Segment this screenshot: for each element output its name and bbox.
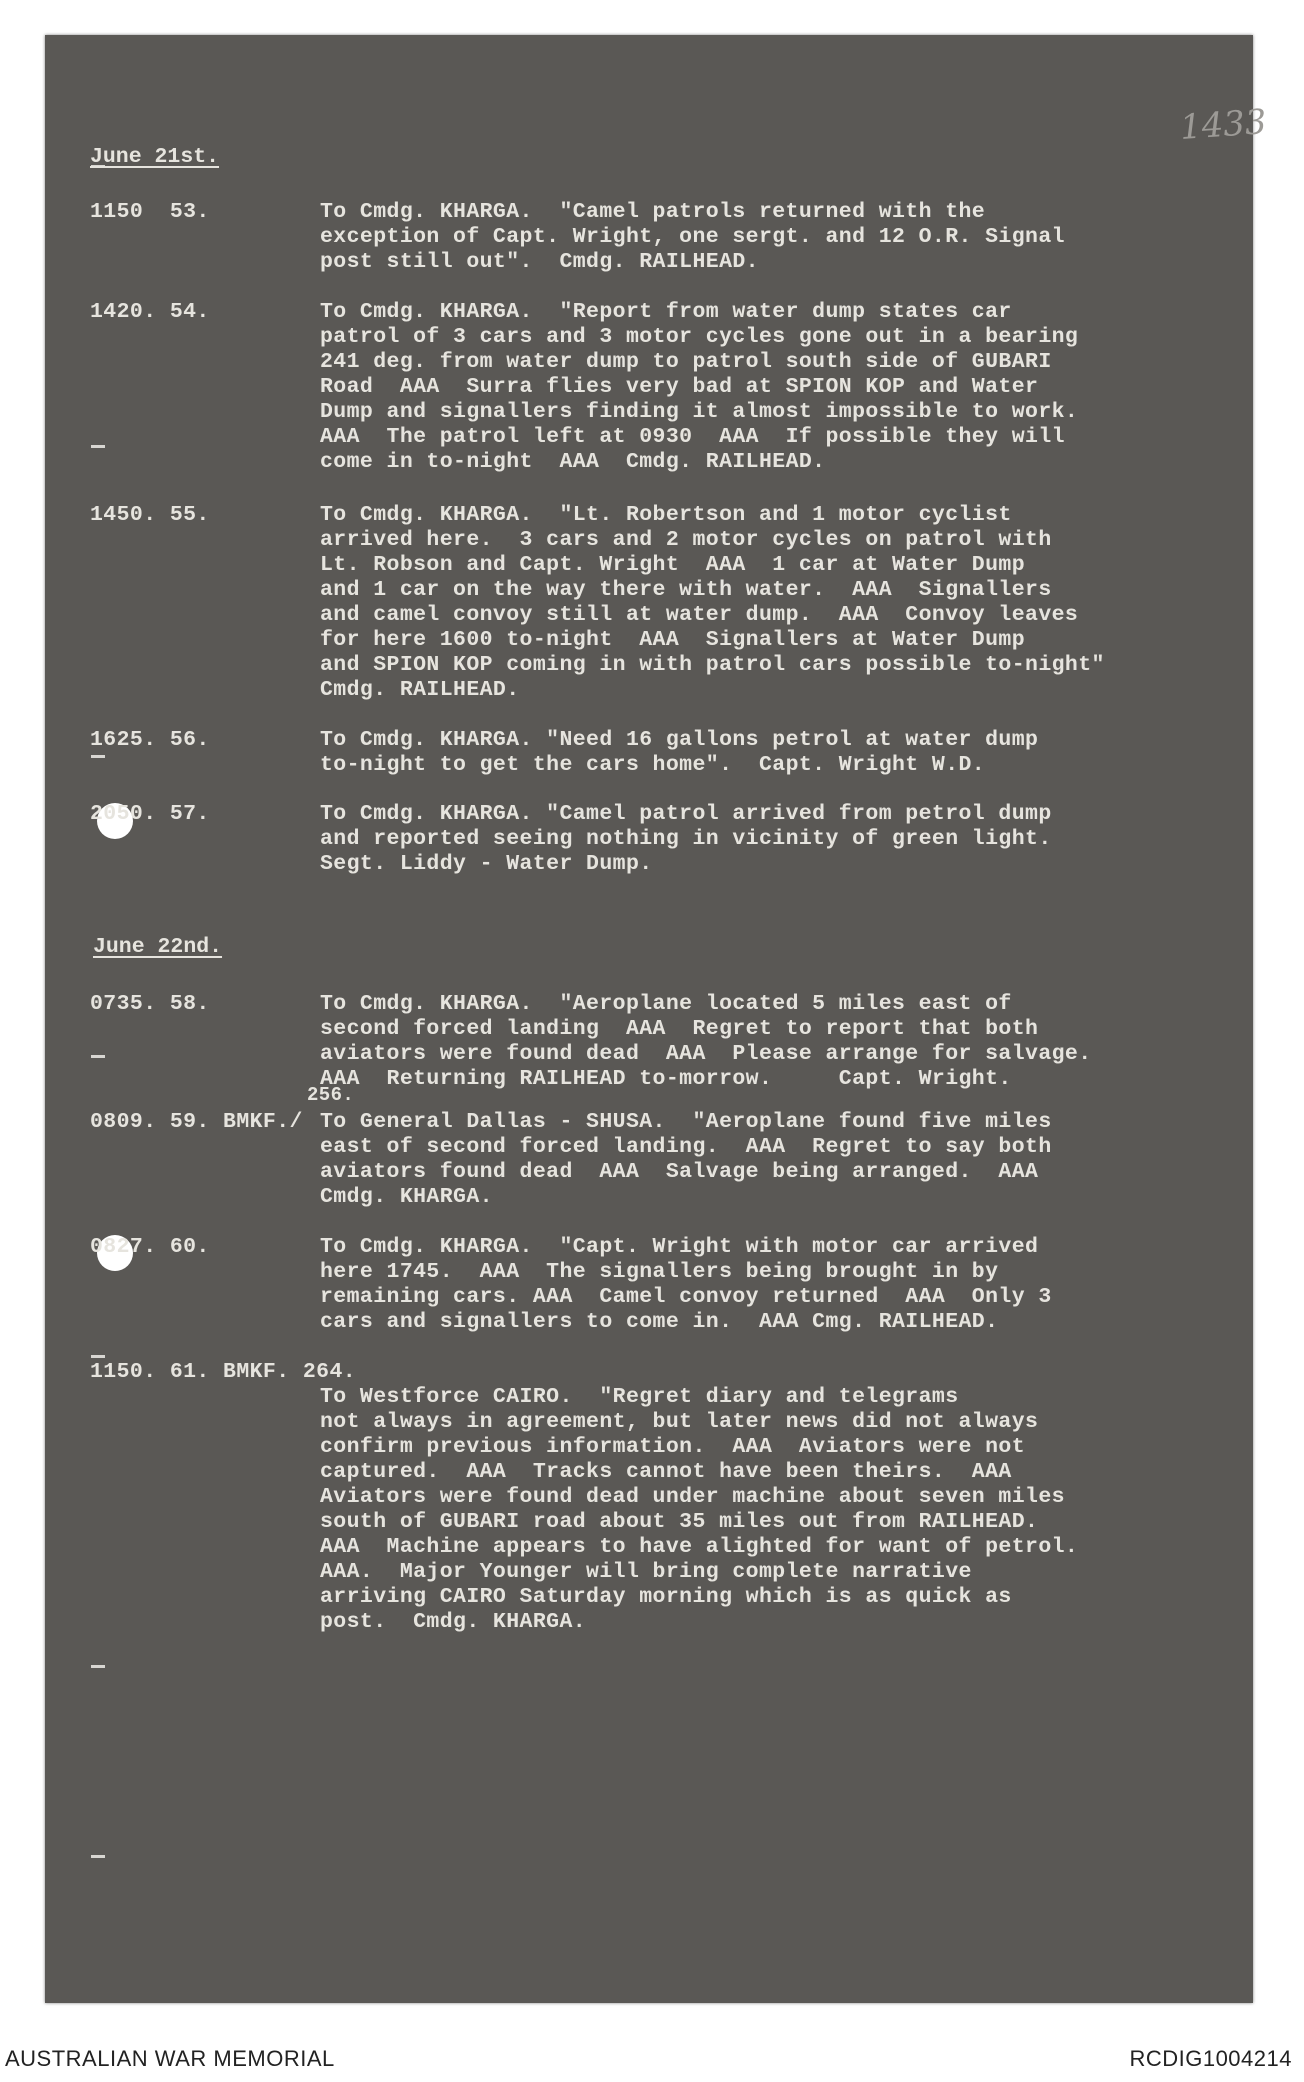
entry-reference: 1150. 61. BMKF. 264. [90,1360,357,1384]
entry-message: To Cmdg. KHARGA. "Report from water dump states car patrol of 3 cars and 3 motor cycles gone out in a bearing 241 deg. from water dump to patrol south side of GUBARI Road AAA Surra flies very bad at SPION KOP and Water Dump and signallers finding it almost impossible to work. AAA The patrol left at 0930 AAA If possible they will come in to-night AAA Cmdg. RAILHEAD. [320,300,1079,474]
entry-reference: 2050. 57. [90,802,210,826]
entry-message: To Cmdg. KHARGA. "Capt. Wright with motor car arrived here 1745. AAA The signallers being brought in by remaining cars. AAA Camel convoy returned AAA Only 3 cars and signallers to come in. AAA Cmg. RAILHEAD. [320,1235,1052,1334]
entry-reference: 0827. 60. [90,1235,210,1259]
margin-tick [91,1665,105,1668]
footer-id: RCDIG1004214 [1129,2046,1292,2071]
margin-tick [91,445,105,448]
entry-reference: 0735. 58. [90,992,210,1016]
entry-message: To Cmdg. KHARGA. "Camel patrol arrived from petrol dump and reported seeing nothing in vicinity of green light. Segt. Liddy - Water Dump. [320,802,1052,876]
margin-tick [91,1055,105,1058]
date-heading: June 21st. [90,145,220,169]
folio-number: 1433 [1178,102,1268,148]
entry-message: To Cmdg. KHARGA. "Need 16 gallons petrol at water dump to-night to get the cars home". Capt. Wright W.D. [320,728,1039,777]
entry-reference: 0809. 59. BMKF./ [90,1110,303,1134]
entry-message: To Cmdg. KHARGA. "Camel patrols returned with the exception of Capt. Wright, one sergt. and 12 O.R. Signal post still out". Cmdg. RAILHEAD. [320,200,1065,274]
entry-message: To Cmdg. KHARGA. "Lt. Robertson and 1 motor cyclist arrived here. 3 cars and 2 motor cycles on patrol with Lt. Robson and Capt. Wright AAA 1 car at Water Dump and 1 car on the way there with water. AAA Signallers and camel convoy still at water dump. AAA Convoy leaves for here 1600 to-night AAA Signallers at Water Dump and SPION KOP coming in with patrol cars possible to-night" Cmdg. RAILHEAD. [320,503,1105,702]
document-sheet [45,35,1268,2003]
entry-reference: 1420. 54. [90,300,210,324]
entry-message: To Cmdg. KHARGA. "Aeroplane located 5 miles east of second forced landing AAA Regret to report that both aviators were found dead AAA Please arrange for salvage. AAA Returning RAILHEAD to-morrow. Capt. Wright. [320,992,1092,1091]
footer-credit: AUSTRALIAN WAR MEMORIAL [5,2046,335,2071]
message-number: 256. [307,1084,355,1106]
margin-tick [91,1855,105,1858]
date-heading: June 22nd. [93,935,223,959]
entry-message: To Westforce CAIRO. "Regret diary and telegrams not always in agreement, but later news did not always confirm previous information. AAA Aviators were not captured. AAA Tracks cannot have been theirs. AAA Aviators were found dead under machine about seven miles south of GUBARI road about 35 miles out from RAILHEAD. AAA Machine appears to have alighted for want of petrol. AAA. Major Younger will bring complete narrative arriving CAIRO Saturday morning which is as quick as post. Cmdg. KHARGA. [320,1385,1079,1634]
entry-message: To General Dallas - SHUSA. "Aeroplane found five miles east of second forced landing. AAA Regret to say both aviators found dead AAA Salvage being arranged. AAA Cmdg. KHARGA. [320,1110,1052,1209]
margin-tick [91,755,105,758]
margin-tick [91,1355,105,1358]
entry-reference: 1625. 56. [90,728,210,752]
entry-reference: 1450. 55. [90,503,210,527]
entry-reference: 1150 53. [90,200,210,224]
